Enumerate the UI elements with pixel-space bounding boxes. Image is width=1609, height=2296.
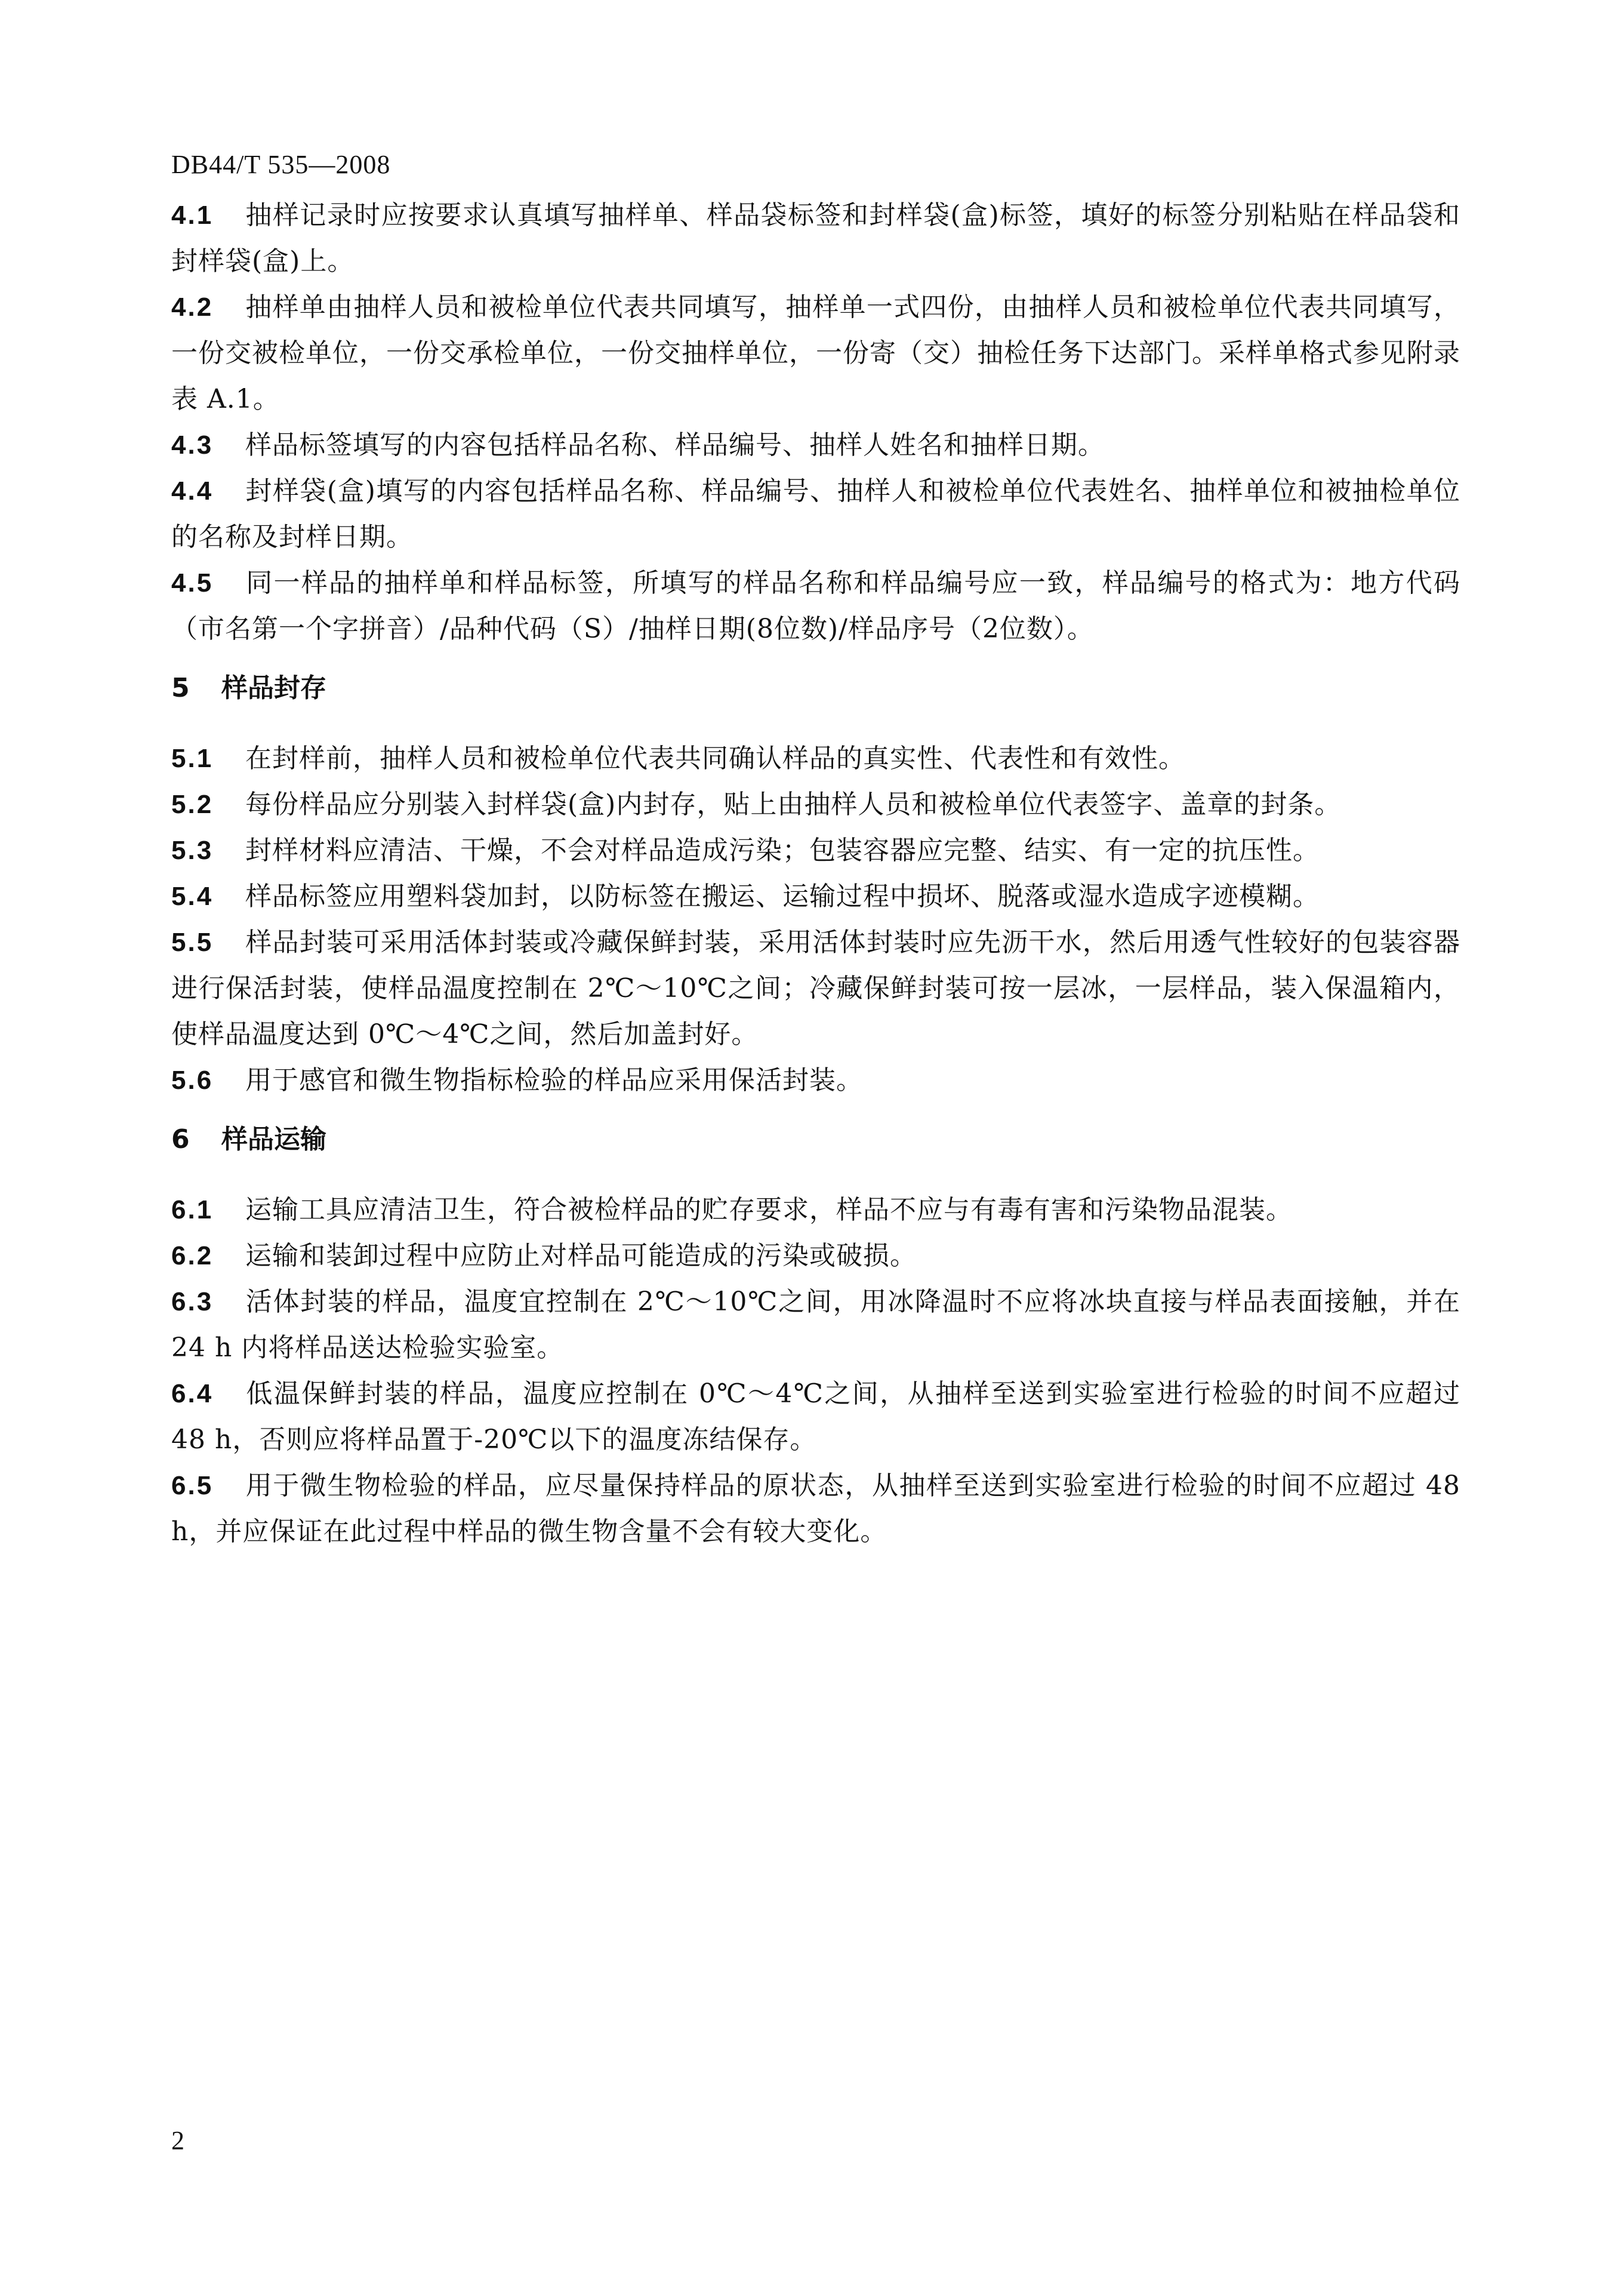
clause-number: 4.2 — [171, 293, 214, 322]
page-number: 2 — [171, 2126, 184, 2155]
clause-number: 6.1 — [171, 1195, 214, 1224]
clause-4-3 — [171, 422, 1460, 468]
clause-4-1 — [171, 192, 1460, 284]
clause-5-3 — [171, 827, 1460, 873]
clause-number: 5.3 — [171, 836, 214, 865]
section-heading — [171, 1116, 1460, 1162]
clause-text: 低温保鲜封装的样品，温度应控制在 0℃～4℃之间，从抽样至送到实验室进行检验的时间不应超过 48 h，否则应将样品置于-20℃以下的温度冻结保存。 — [171, 1378, 1460, 1455]
clause-text: 用于感官和微生物指标检验的样品应采用保活封装。 — [245, 1065, 863, 1095]
clause-text: 抽样记录时应按要求认真填写抽样单、样品袋标签和封样袋(盒)标签，填好的标签分别粘贴在样品袋和封样袋(盒)上。 — [171, 200, 1460, 276]
clause-6-5 — [171, 1463, 1460, 1555]
document-body — [171, 192, 1460, 1555]
clause-6-3 — [171, 1279, 1460, 1371]
clause-number: 5.4 — [171, 882, 214, 911]
section-number: 5 — [171, 673, 190, 703]
clause-5-2 — [171, 781, 1460, 827]
section-title: 样品运输 — [221, 1124, 326, 1155]
clause-text: 活体封装的样品，温度宜控制在 2℃～10℃之间，用冰降温时不应将冰块直接与样品表面接触，并在 24 h 内将样品送达检验实验室。 — [171, 1287, 1460, 1363]
clause-number: 5.2 — [171, 790, 214, 819]
section-6 — [171, 1116, 1460, 1555]
section-5 — [171, 665, 1460, 1103]
clause-5-4 — [171, 873, 1460, 919]
clause-number: 5.1 — [171, 744, 214, 773]
clause-number: 5.5 — [171, 928, 214, 957]
section-heading — [171, 665, 1460, 711]
clause-text: 运输工具应清洁卫生，符合被检样品的贮存要求，样品不应与有毒有害和污染物品混装。 — [245, 1195, 1293, 1225]
section-4 — [171, 192, 1460, 652]
clause-4-2 — [171, 284, 1460, 422]
clause-6-2 — [171, 1233, 1460, 1279]
clause-number: 6.5 — [171, 1471, 214, 1500]
clause-text: 封样材料应清洁、干燥，不会对样品造成污染；包装容器应完整、结实、有一定的抗压性。 — [245, 835, 1320, 866]
clause-6-4 — [171, 1371, 1460, 1463]
clause-number: 4.1 — [171, 201, 214, 230]
clause-number: 4.5 — [171, 568, 214, 598]
clause-6-1 — [171, 1187, 1460, 1233]
clause-text: 封样袋(盒)填写的内容包括样品名称、样品编号、抽样人和被检单位代表姓名、抽样单位和被抽检单位的名称及封样日期。 — [171, 476, 1460, 552]
clause-text: 用于微生物检验的样品，应尽量保持样品的原状态，从抽样至送到实验室进行检验的时间不应超过 48 h，并应保证在此过程中样品的微生物含量不会有较大变化。 — [171, 1470, 1460, 1547]
clause-5-1 — [171, 735, 1460, 781]
clause-text: 样品标签应用塑料袋加封，以防标签在搬运、运输过程中损坏、脱落或湿水造成字迹模糊。 — [245, 881, 1320, 912]
clause-number: 4.4 — [171, 476, 214, 506]
clause-text: 运输和装卸过程中应防止对样品可能造成的污染或破损。 — [245, 1241, 917, 1271]
clause-number: 6.2 — [171, 1241, 214, 1270]
clause-number: 6.4 — [171, 1379, 214, 1408]
clause-4-5 — [171, 560, 1460, 652]
document-code-header: DB44/T 535—2008 — [171, 150, 391, 179]
clause-number: 4.3 — [171, 430, 214, 460]
clause-5-6 — [171, 1057, 1460, 1103]
section-number: 6 — [171, 1124, 190, 1155]
section-title: 样品封存 — [221, 673, 326, 703]
clause-5-5 — [171, 919, 1460, 1057]
clause-number: 5.6 — [171, 1066, 214, 1095]
clause-text: 样品封装可采用活体封装或冷藏保鲜封装，采用活体封装时应先沥干水，然后用透气性较好的包装容器进行保活封装，使样品温度控制在 2℃～10℃之间；冷藏保鲜封装可按一层冰，一层样品，装入保温箱内，使样品温度达到 0℃～4℃之间，然后加盖封好。 — [171, 927, 1460, 1049]
clause-text: 同一样品的抽样单和样品标签，所填写的样品名称和样品编号应一致，样品编号的格式为：地方代码（市名第一个字拼音）/品种代码（S）/抽样日期(8位数)/样品序号（2位数）。 — [171, 568, 1460, 644]
clause-text: 每份样品应分别装入封样袋(盒)内封存，贴上由抽样人员和被检单位代表签字、盖章的封条。 — [245, 789, 1342, 820]
clause-text: 抽样单由抽样人员和被检单位代表共同填写，抽样单一式四份，由抽样人员和被检单位代表共同填写，一份交被检单位，一份交承检单位，一份交抽样单位，一份寄（交）抽检任务下达部门。采样单格式参见附录表 A.1。 — [171, 292, 1460, 414]
clause-text: 在封样前，抽样人员和被检单位代表共同确认样品的真实性、代表性和有效性。 — [245, 743, 1185, 774]
clause-number: 6.3 — [171, 1287, 214, 1316]
clause-text: 样品标签填写的内容包括样品名称、样品编号、抽样人姓名和抽样日期。 — [245, 430, 1105, 460]
clause-4-4 — [171, 468, 1460, 560]
